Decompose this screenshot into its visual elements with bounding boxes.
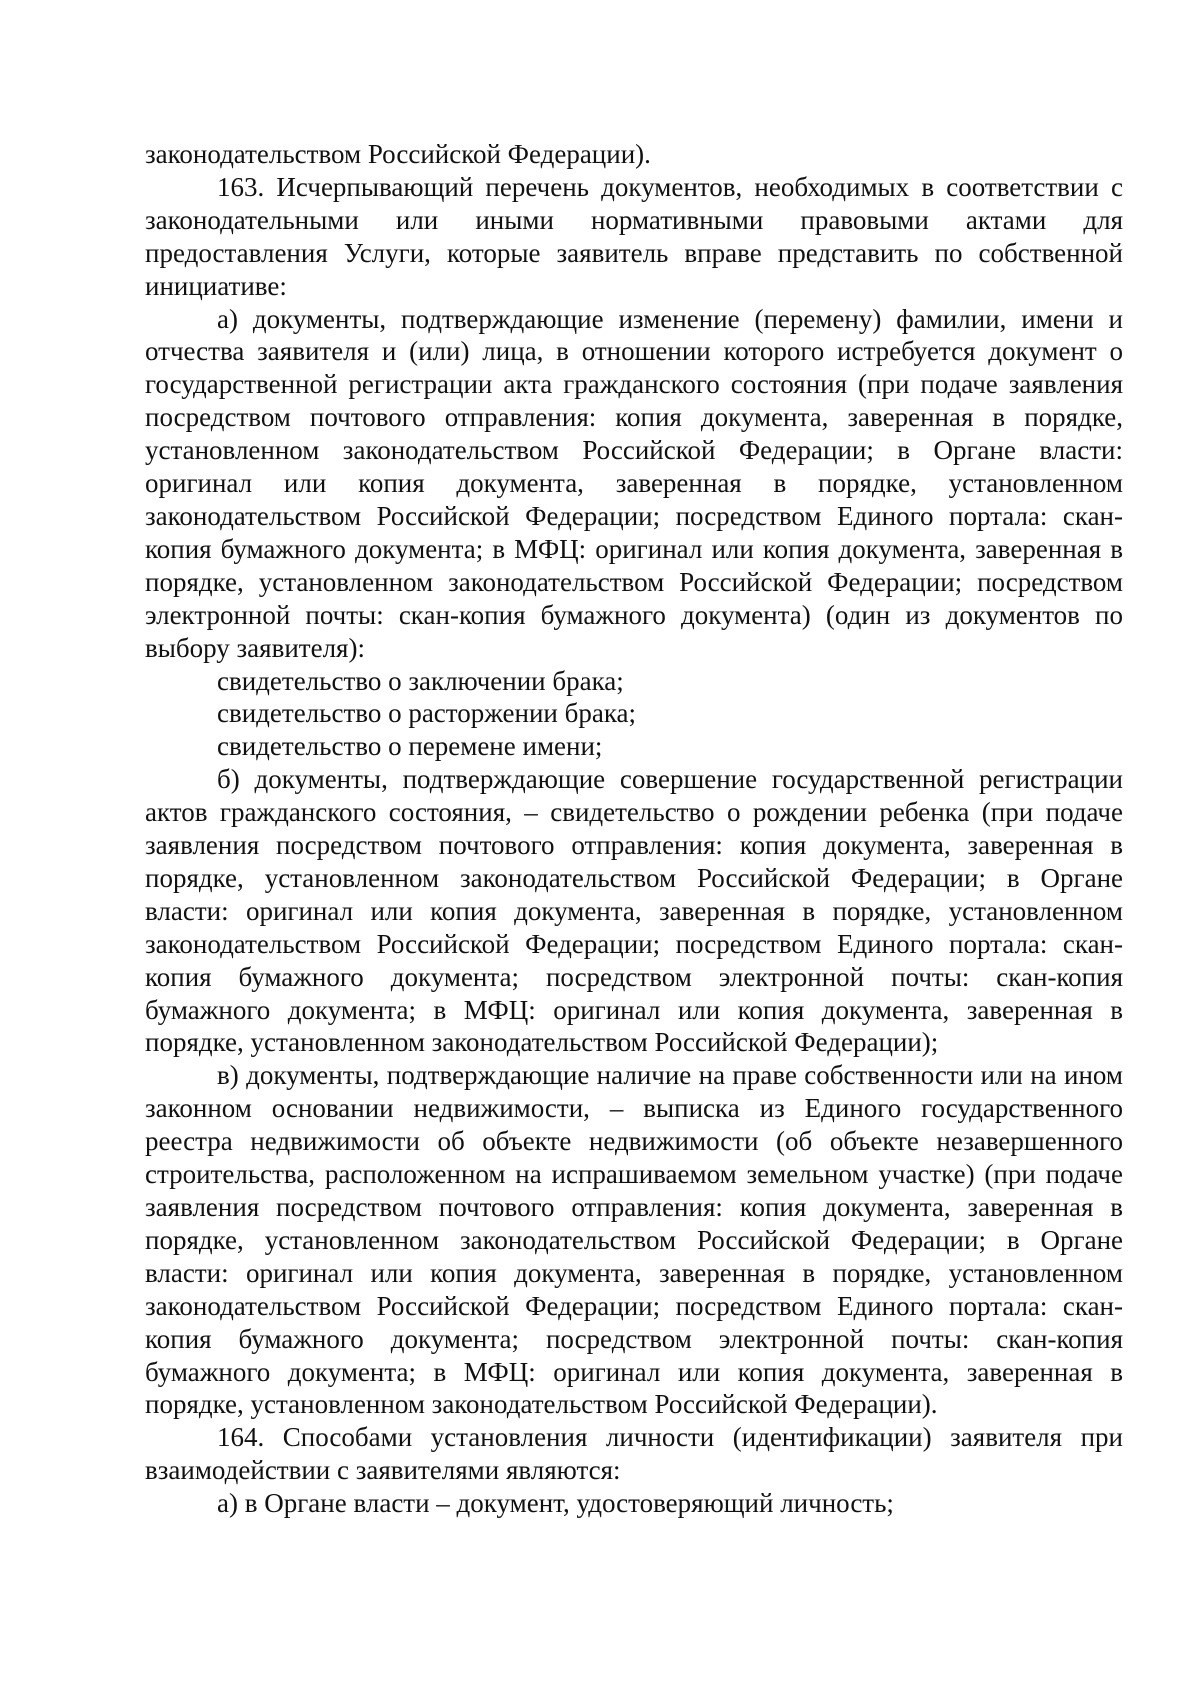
paragraph-164-a: а) в Органе власти – документ, удостоверяющий личность; — [217, 1488, 894, 1519]
paragraph-163: 163. Исчерпывающий перечень документов, необходимых в соответствии с законодательными или иными нормативными правовыми актами для предоставления Услуги, которые заявитель вправе представить по собственной инициативе: — [145, 171, 1123, 301]
paragraph-163-a: а) документы, подтверждающие изменение (перемену) фамилии, имени и отчества заявителя и (или) лица, в отношении которого истребуется документ о государственной регистрации акта гражданского состояния (при подаче заявления посредством почтового отправления: копия документа, заверенная в порядке, установленном законодательством Российской Федерации; в Органе власти: оригинал или копия документа, заверенная в порядке, установленном законодательством Российской Федерации; посредством Единого портала: скан-копия бумажного документа; в МФЦ: оригинал или копия документа, заверенная в порядке, установленном законодательством Российской Федерации; посредством электронной почты: скан-копия бумажного документа) (один из документов по выбору заявителя): — [145, 303, 1123, 663]
paragraph-continuation: законодательством Российской Федерации). — [145, 139, 651, 169]
paragraph-163-v: в) документы, подтверждающие наличие на праве собственности или на ином законном основании недвижимости, – выписка из Единого государственного реестра недвижимости об объекте недвижимости (об объекте незавершенного строительства, расположенном на испрашиваемом земельном участке) (при подаче заявления посредством почтового отправления: копия документа, заверенная в порядке, установленном законодательством Российской Федерации; в Органе власти: оригинал или копия документа, заверенная в порядке, установленном законодательством Российской Федерации; посредством Единого портала: скан-копия бумажного документа; посредством электронной почты: скан-копия бумажного документа; в МФЦ: оригинал или копия документа, заверенная в порядке, установленном законодательством Российской Федерации). — [145, 1060, 1123, 1420]
list-item-divorce-certificate: свидетельство о расторжении брака; — [217, 698, 637, 729]
document-page — [145, 138, 1123, 1520]
paragraph-163-b: б) документы, подтверждающие совершение государственной регистрации актов гражданского состояния, – свидетельство о рождении ребенка (при подаче заявления посредством почтового отправления: копия документа, заверенная в порядке, установленном законодательством Российской Федерации; в Органе власти: оригинал или копия документа, заверенная в порядке, установленном законодательством Российской Федерации; посредством Единого портала: скан-копия бумажного документа; посредством электронной почты: скан-копия бумажного документа; в МФЦ: оригинал или копия документа, заверенная в порядке, установленном законодательством Российской Федерации); — [145, 764, 1123, 1058]
list-item-marriage-certificate: свидетельство о заключении брака; — [217, 665, 624, 696]
paragraph-164: 164. Способами установления личности (идентификации) заявителя при взаимодействии с заявителями являются: — [145, 1422, 1123, 1486]
list-item-name-change-certificate: свидетельство о перемене имени; — [217, 731, 603, 762]
